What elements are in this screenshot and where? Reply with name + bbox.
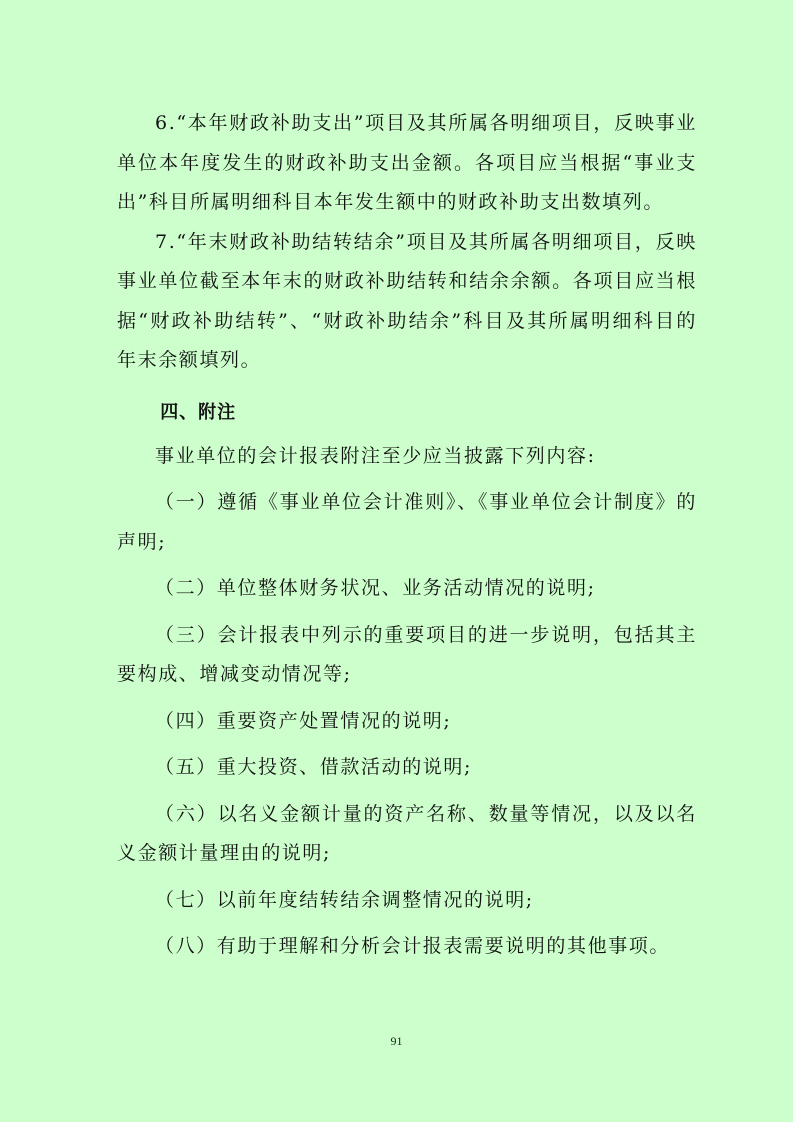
list-item: （八）有助于理解和分析会计报表需要说明的其他事项。 <box>155 935 671 957</box>
section-heading: 四、附注 <box>160 401 237 423</box>
list-item: （二）单位整体财务状况、业务活动情况的说明; <box>155 577 596 599</box>
paragraph-item-6: 6.“本年财政补助支出”项目及其所属各明细项目，反映事业单位本年度发生的财政补助支出金额。各项目应当根据“事业支出”科目所属明细科目本年发生额中的财政补助支出数填列。 <box>117 112 697 213</box>
list-item: （五）重大投资、借款活动的说明; <box>155 756 473 778</box>
list-item: （三）会计报表中列示的重要项目的进一步说明，包括其主要构成、增减变动情况等; <box>117 623 697 685</box>
list-item: （四）重要资产处置情况的说明; <box>155 709 452 732</box>
list-item: （一）遵循《事业单位会计准则》、《事业单位会计制度》的声明; <box>117 491 697 553</box>
page-number: 91 <box>390 1034 403 1048</box>
list-item: （六）以名义金额计量的资产名称、数量等情况，以及以名义金额计量理由的说明; <box>117 802 697 864</box>
disclosure-list <box>117 483 697 967</box>
list-item: （七）以前年度结转结余调整情况的说明; <box>155 888 534 911</box>
intro-paragraph: 事业单位的会计报表附注至少应当披露下列内容: <box>155 444 596 467</box>
document-body <box>117 104 697 974</box>
paragraph-item-7: 7.“年末财政补助结转结余”项目及其所属各明细项目，反映事业单位截至本年末的财政补助结转和结余余额。各项目应当根据“财政补助结转”、“财政补助结余”科目及其所属明细科目的年末余额填列。 <box>117 230 697 371</box>
